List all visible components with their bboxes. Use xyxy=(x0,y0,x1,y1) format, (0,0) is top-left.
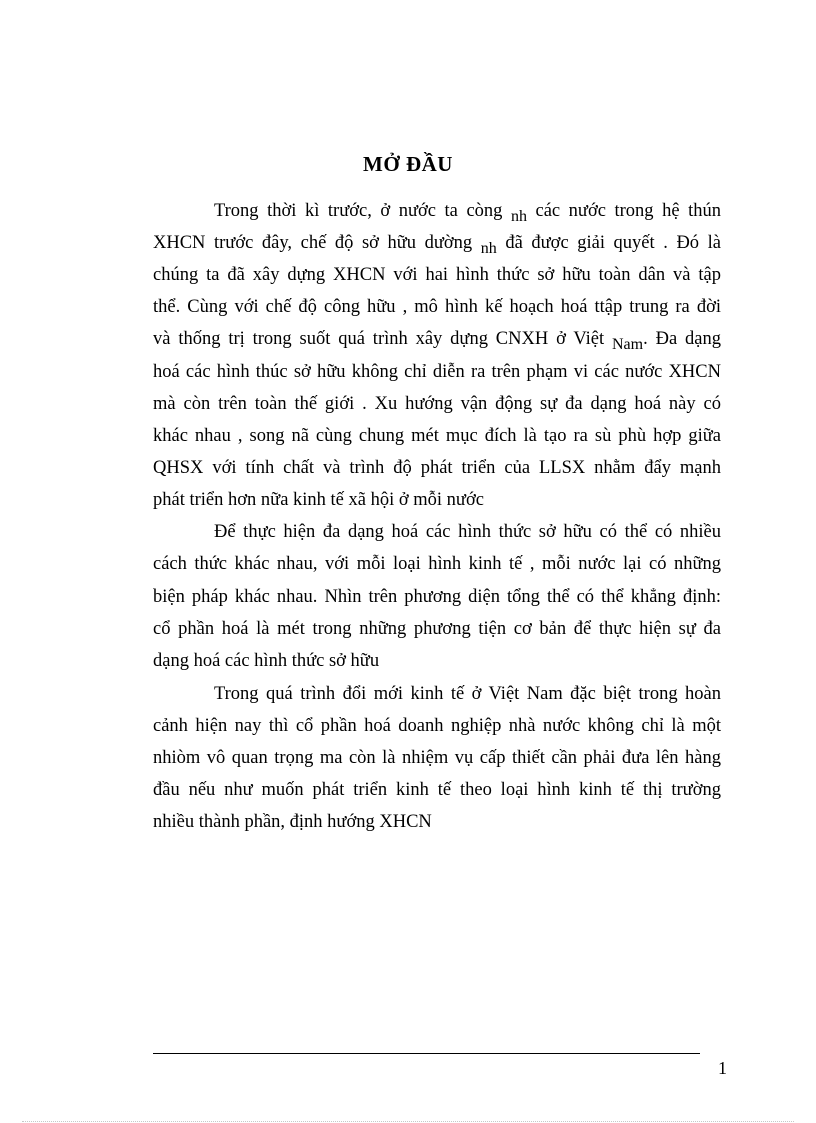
text-line: Trong thời kì trước, ở nước ta còng nh các nước trong hệ thún xyxy=(214,201,721,225)
text-line: QHSX với tính chất và trình độ phát triển của LLSX nhằm đẩy mạnh xyxy=(153,458,721,478)
text-line: nhiòm vô quan trọng ma còn là nhiệm vụ cấp thiết cần phải đưa lên hàng xyxy=(153,748,721,768)
text-line: phát triển hơn nữa kinh tế xã hội ở mỗi nước xyxy=(153,490,484,510)
text-line: Trong quá trình đổi mới kinh tế ở Việt Nam đặc biệt trong hoàn xyxy=(214,684,721,704)
text-line: và thống trị trong suốt quá trình xây dựng CNXH ở Việt Nam. Đa dạng xyxy=(153,329,721,353)
text-line: chúng ta đã xây dựng XHCN với hai hình thức sở hữu toàn dân và tập xyxy=(153,265,721,285)
text-line: dạng hoá các hình thức sở hữu xyxy=(153,651,380,671)
text-line: biện pháp khác nhau. Nhìn trên phương diện tổng thể có thể khẳng định: xyxy=(153,587,721,607)
text-line: khác nhau , song nã cùng chung mét mục đích là tạo ra sù phù hợp giữa xyxy=(153,426,721,446)
text-line: cổ phần hoá là mét trong những phương tiện cơ bản để thực hiện sự đa xyxy=(153,619,721,639)
text-line: hoá các hình thúc sở hữu không chỉ diễn ra trên phạm vi các nước XHCN xyxy=(153,362,721,382)
text-line: đầu nếu như muốn phát triển kinh tế theo loại hình kinh tế thị trường xyxy=(153,780,721,800)
text-line: cảnh hiện nay thì cổ phần hoá doanh nghiệp nhà nước không chỉ là một xyxy=(153,716,721,736)
footer-divider xyxy=(153,1053,700,1054)
page-bottom-border xyxy=(22,1121,794,1122)
text-line: XHCN trước đây, chế độ sở hữu dường nh đã được giải quyết . Đó là xyxy=(153,233,721,257)
text-line: cách thức khác nhau, với mỗi loại hình kinh tế , mỗi nước lại có những xyxy=(153,554,721,574)
text-line: mà còn trên toàn thế giới . Xu hướng vận động sự đa dạng hoá này có xyxy=(153,394,721,414)
text-line: nhiều thành phần, định hướng XHCN xyxy=(153,812,432,832)
text-line: thể. Cùng với chế độ công hữu , mô hình kế hoạch hoá ttập trung ra đời xyxy=(153,297,721,317)
page-number: 1 xyxy=(718,1058,727,1078)
document-title: MỞ ĐẦU xyxy=(363,152,453,176)
text-line: Để thực hiện đa dạng hoá các hình thức sở hữu có thể có nhiều xyxy=(214,522,721,542)
